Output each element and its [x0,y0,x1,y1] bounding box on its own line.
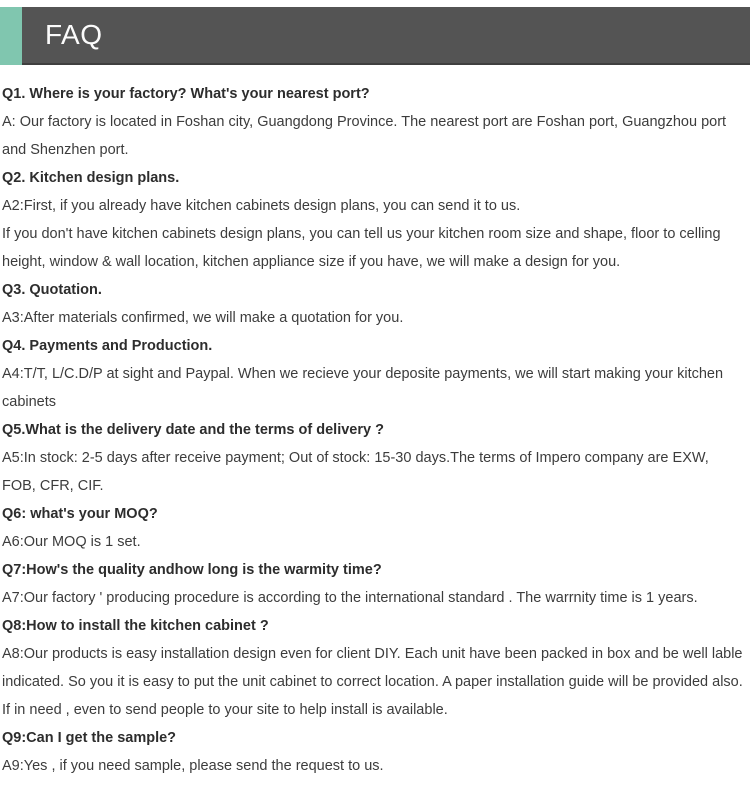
accent-block [0,7,22,65]
faq-item [2,332,744,416]
faq-question: Q3. Quotation. [2,282,102,298]
faq-answer: If you don't have kitchen cabinets design plans, you can tell us your kitchen room size and shape, floor to celling height, window & wall location, kitchen appliance size if you have, we will make a design for you. [2,226,721,270]
faq-answers [2,584,744,612]
faq-answers [2,640,744,724]
faq-answer: A: Our factory is located in Foshan city, Guangdong Province. The nearest port are Foshan port, Guangzhou port and Shenzhen port. [2,114,727,158]
faq-answer: A2:First, if you already have kitchen cabinets design plans, you can send it to us. [2,198,521,214]
faq-question: Q8:How to install the kitchen cabinet ? [2,618,269,634]
faq-item [2,164,744,276]
faq-answers [2,192,744,276]
faq-question: Q1. Where is your factory? What's your nearest port? [2,86,370,102]
faq-question: Q5.What is the delivery date and the terms of delivery ? [2,422,384,438]
faq-question: Q4. Payments and Production. [2,338,213,354]
faq-answer: A6:Our MOQ is 1 set. [2,534,141,550]
faq-question: Q6: what's your MOQ? [2,506,158,522]
faq-answer: A4:T/T, L/C.D/P at sight and Paypal. When we recieve your deposite payments, we will start making your kitchen cabinets [2,366,724,410]
section-title: FAQ [45,19,103,50]
faq-question: Q2. Kitchen design plans. [2,170,180,186]
faq-answer: A3:After materials confirmed, we will make a quotation for you. [2,310,404,326]
faq-item [2,276,744,332]
faq-item [2,612,744,724]
faq-answers [2,360,744,416]
faq-answer: A5:In stock: 2-5 days after receive payment; Out of stock: 15-30 days.The terms of Impero company are EXW, FOB, CFR, CIF. [2,450,709,494]
faq-answers [2,304,744,332]
faq-item [2,416,744,500]
faq-answer: A8:Our products is easy installation design even for client DIY. Each unit have been packed in box and be well lable indicated. So you it is easy to put the unit cabinet to correct location. A paper installation guide will be provided also. If in need , even to send people to your site to help install is available. [2,646,743,718]
faq-answer: A9:Yes , if you need sample, please send the request to us. [2,758,384,774]
faq-question: Q9:Can I get the sample? [2,730,177,746]
faq-answers [2,528,744,556]
faq-header [0,7,750,65]
faq-item [2,500,744,556]
faq-item [2,724,744,780]
faq-item [2,556,744,612]
faq-list [0,65,750,780]
faq-answers [2,108,744,164]
faq-answer: A7:Our factory ' producing procedure is according to the international standard . The warrnity time is 1 years. [2,590,698,606]
faq-answers [2,444,744,500]
faq-item [2,80,744,164]
faq-answers [2,752,744,780]
faq-question: Q7:How's the quality andhow long is the warmity time? [2,562,382,578]
